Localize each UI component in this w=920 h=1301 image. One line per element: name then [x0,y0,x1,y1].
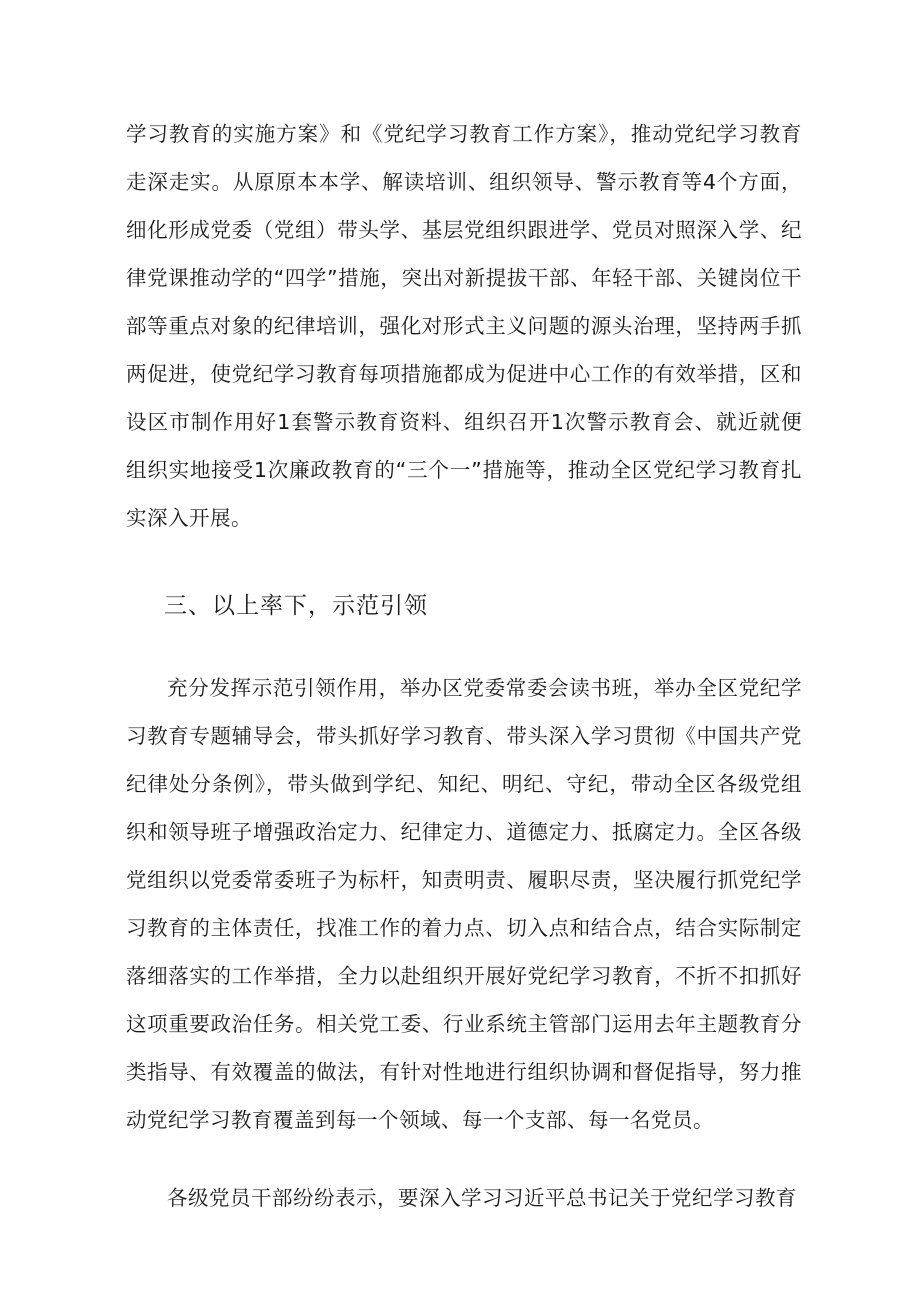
document-body [126,110,802,1222]
paragraph-cadres-statement: 各级党员干部纷纷表示，要深入学习习近平总书记关于党纪学习教育 [167,1186,797,1210]
section-heading: 三、以上率下，示范引领 [164,593,428,619]
paragraph-continued: 学习教育的实施方案》和《党纪学习教育工作方案》，推动党纪学习教育走深走实。从原原本本学、解读培训、组织领导、警示教育等4个方面，细化形成党委（党组）带头学、基层党组织跟进学、党员对照深入学、纪律党课推动学的“四学”措施，突出对新提拔干部、年轻干部、关键岗位干部等重点对象的纪律培训，强化对形式主义问题的源头治理，坚持两手抓两促进，使党纪学习教育每项措施都成为促进中心工作的有效举措，区和设区市制作用好1套警示教育资料、组织召开1次警示教育会、就近就便组织实地接受1次廉政教育的“三个一”措施等，推动全区党纪学习教育扎实深入开展。 [126,122,802,530]
paragraph-demonstration: 充分发挥示范引领作用，举办区党委常委会读书班，举办全区党纪学习教育专题辅导会，带头抓好学习教育、带头深入学习贯彻《中国共产党纪律处分条例》，带头做到学纪、知纪、明纪、守纪，带动全区各级党组织和领导班子增强政治定力、纪律定力、道德定力、抵腐定力。全区各级党组织以党委常委班子为标杆，知责明责、履职尽责，坚决履行抓党纪学习教育的主体责任，找准工作的着力点、切入点和结合点，结合实际制定落细落实的工作举措，全力以赴组织开展好党纪学习教育，不折不扣抓好这项重要政治任务。相关党工委、行业系统主管部门运用去年主题教育分类指导、有效覆盖的做法，有针对性地进行组织协调和督促指导，努力推动党纪学习教育覆盖到每一个领域、每一个支部、每一名党员。 [126,676,802,1132]
